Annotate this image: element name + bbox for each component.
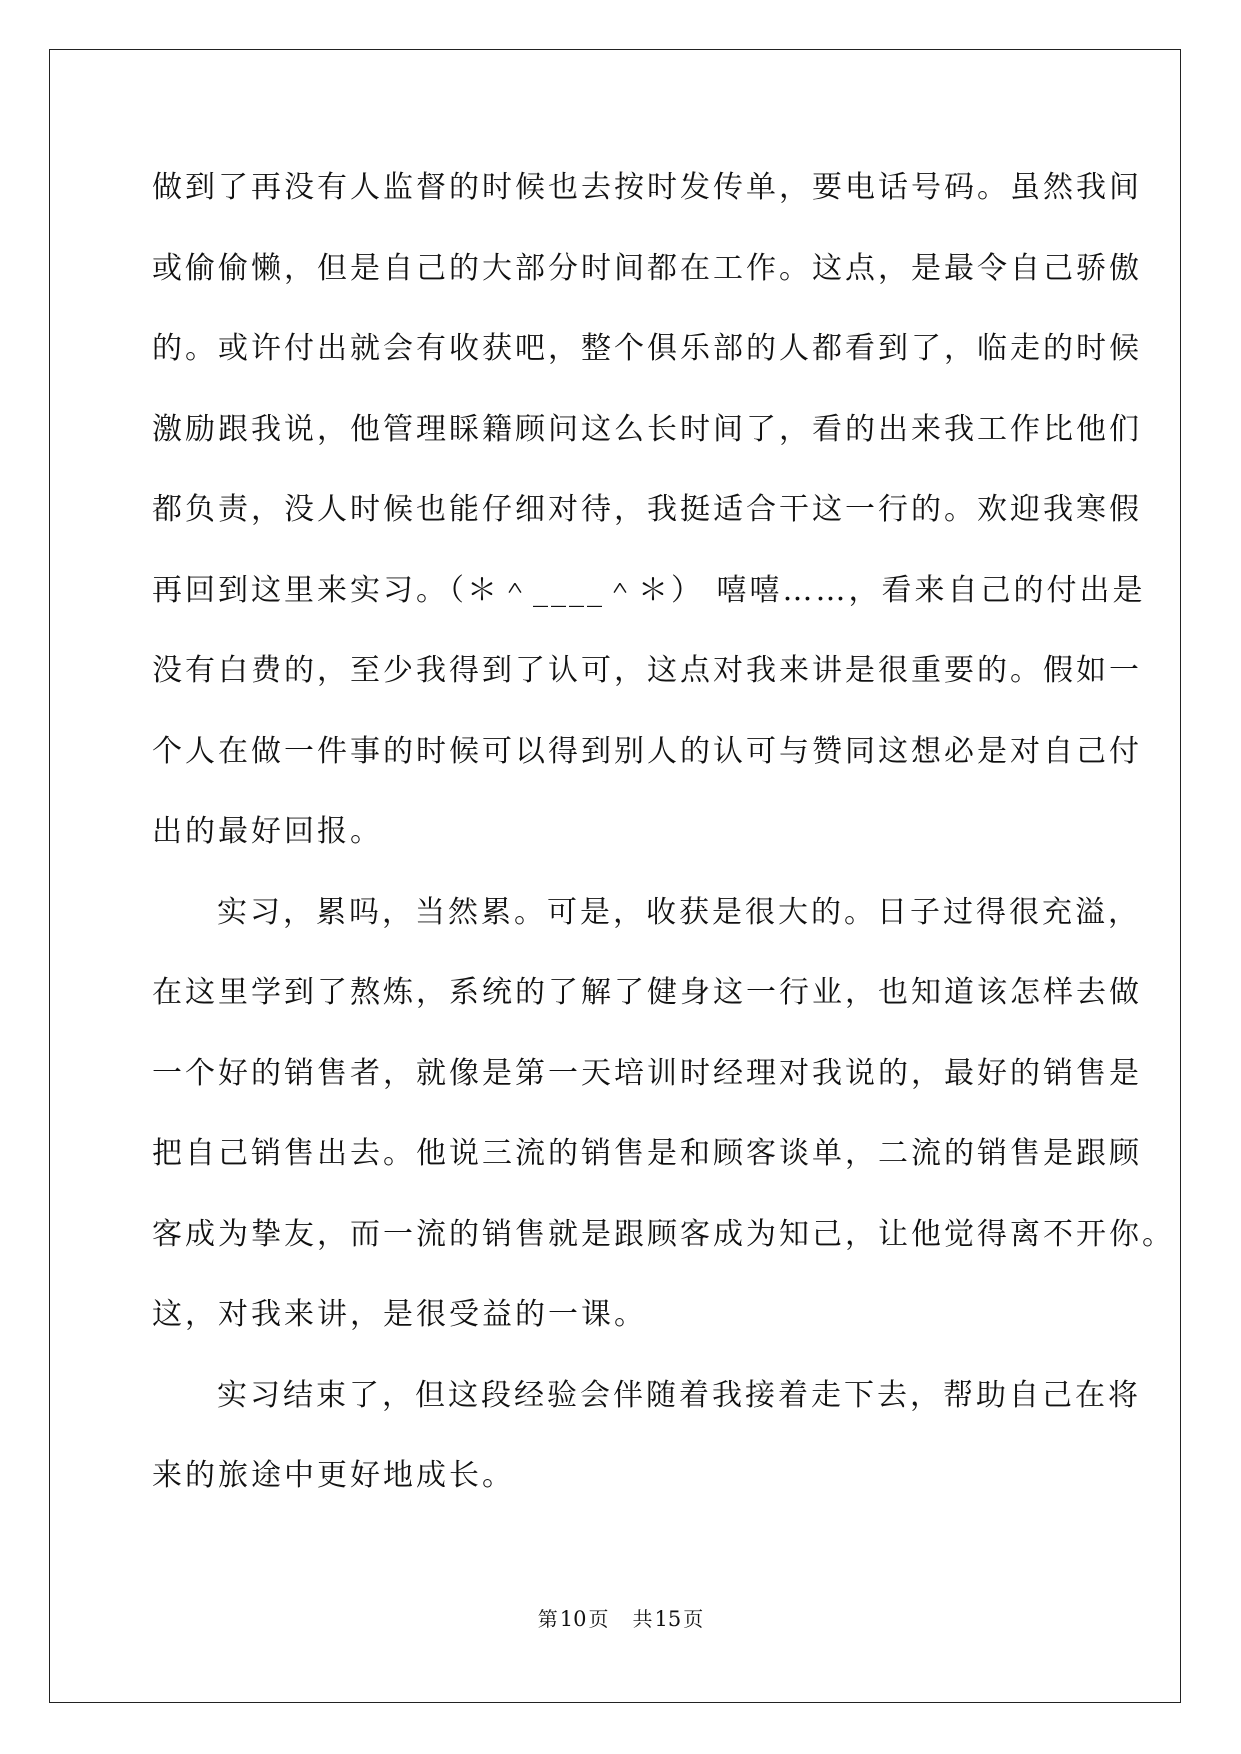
text-line: 客成为挚友，而一流的销售就是跟顾客成为知己，让他觉得离不开你。 xyxy=(152,1216,1175,1252)
total-pages: 15 xyxy=(654,1607,682,1631)
paragraph-first-line: 实习，累吗，当然累。可是，收获是很大的。日子过得很充溢， xyxy=(217,894,1141,930)
text-line: 再回到这里来实习。（＊＾____＾＊） 嘻嘻……，看来自己的付出是 xyxy=(152,572,1146,608)
text-line: 来的旅途中更好地成长。 xyxy=(152,1458,515,1493)
text-line: 个人在做一件事的时候可以得到别人的认可与赞同这想必是对自己付 xyxy=(152,733,1142,769)
text-line: 的。或许付出就会有收获吧，整个俱乐部的人都看到了，临走的时候 xyxy=(152,331,1142,366)
total-suffix: 页 xyxy=(683,1607,704,1631)
text-line: 把自己销售出去。他说三流的销售是和顾客谈单，二流的销售是跟顾 xyxy=(152,1136,1142,1171)
total-prefix: 共 xyxy=(632,1607,653,1631)
document-body xyxy=(152,160,1175,1529)
text-line: 出的最好回报。 xyxy=(152,814,383,849)
text-line: 一个好的销售者，就像是第一天培训时经理对我说的，最好的销售是 xyxy=(152,1055,1142,1091)
text-line: 这，对我来讲，是很受益的一课。 xyxy=(152,1297,647,1332)
text-line: 在这里学到了熬炼，系统的了解了健身这一行业，也知道该怎样去做 xyxy=(152,975,1142,1010)
text-line: 或偷偷懒，但是自己的大部分时间都在工作。这点，是最令自己骄傲 xyxy=(152,250,1142,286)
page-number: 10 xyxy=(559,1607,587,1631)
text-line: 都负责，没人时候也能仔细对待，我挺适合干这一行的。欢迎我寒假 xyxy=(152,492,1142,527)
paragraph-first-line: 实习结束了，但这段经验会伴随着我接着走下去，帮助自己在将 xyxy=(217,1377,1141,1413)
page-suffix: 页 xyxy=(588,1607,609,1631)
text-line: 做到了再没有人监督的时候也去按时发传单，要电话号码。虽然我间 xyxy=(152,170,1142,205)
page-footer xyxy=(0,1603,1241,1632)
text-line: 没有白费的，至少我得到了认可，这点对我来讲是很重要的。假如一 xyxy=(152,653,1142,688)
text-line: 激励跟我说，他管理睬籍顾问这么长时间了，看的出来我工作比他们 xyxy=(152,411,1142,447)
page-prefix: 第 xyxy=(537,1607,558,1631)
